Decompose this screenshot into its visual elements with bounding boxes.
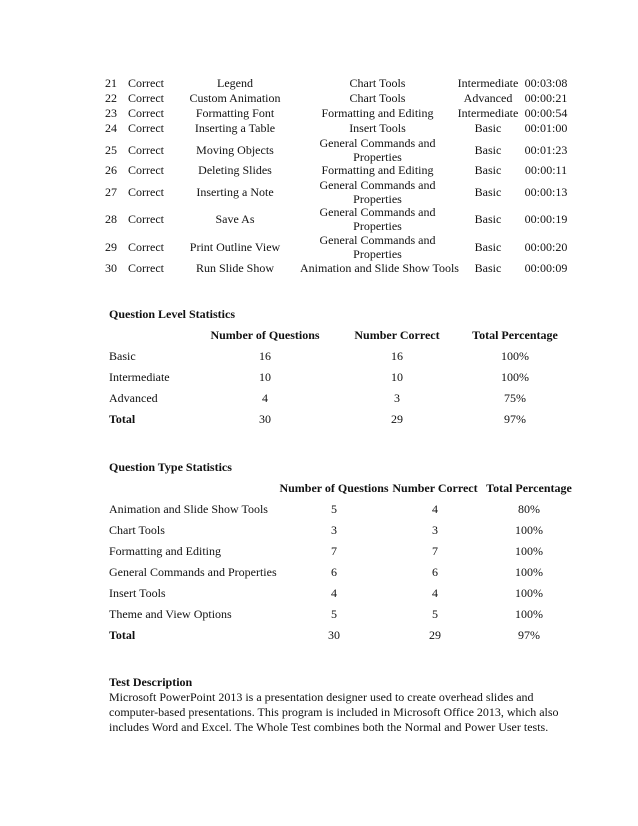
- description-text: Microsoft PowerPoint 2013 is a presentation designer used to create overhead slides and computer-based presentations. This program is included in Microsoft Office 2013, which also includes Word and Excel. The Whole Test combines both the Normal and Power User tests.: [109, 690, 559, 734]
- result-status: Correct: [128, 261, 164, 275]
- result-number: 24: [105, 121, 117, 135]
- result-time: 00:00:11: [524, 163, 568, 177]
- level-correct: 10: [391, 370, 403, 384]
- result-time: 00:01:23: [524, 143, 568, 157]
- result-level: Basic: [474, 163, 502, 177]
- result-level: Basic: [474, 240, 502, 254]
- type-label: Animation and Slide Show Tools: [109, 502, 268, 516]
- type-label: Theme and View Options: [109, 607, 232, 621]
- result-task: Custom Animation: [189, 91, 281, 105]
- result-number: 30: [105, 261, 117, 275]
- result-number: 22: [105, 91, 117, 105]
- result-task: Inserting a Table: [194, 121, 276, 135]
- result-number: 26: [105, 163, 117, 177]
- result-status: Correct: [128, 76, 164, 90]
- result-task: Run Slide Show: [195, 261, 274, 275]
- result-question-type: Chart Tools: [349, 76, 406, 90]
- result-task: Legend: [217, 76, 253, 90]
- result-time: 00:00:13: [524, 185, 568, 199]
- result-status: Correct: [128, 91, 164, 105]
- type-percentage: 100%: [515, 607, 543, 621]
- result-status: Correct: [128, 185, 164, 199]
- result-time: 00:00:54: [524, 106, 568, 120]
- result-question-type: General Commands and Properties: [319, 136, 436, 164]
- description-title: Test Description: [109, 675, 193, 689]
- result-question-type: Formatting and Editing: [321, 106, 434, 120]
- result-question-type: Chart Tools: [349, 91, 406, 105]
- type-correct: 4: [432, 586, 438, 600]
- result-task: Moving Objects: [196, 143, 274, 157]
- level-label: Total: [109, 412, 136, 426]
- result-level: Basic: [474, 212, 502, 226]
- type-percentage: 97%: [518, 628, 540, 642]
- type-percentage: 100%: [515, 544, 543, 558]
- result-number: 29: [105, 240, 117, 254]
- type-percentage: 80%: [518, 502, 540, 516]
- level-questions: 4: [262, 391, 268, 405]
- result-task: Deleting Slides: [198, 163, 272, 177]
- type-label: Insert Tools: [109, 586, 166, 600]
- type-label: Total: [109, 628, 136, 642]
- level-questions: 16: [259, 349, 271, 363]
- result-time: 00:01:00: [524, 121, 568, 135]
- result-task: Save As: [215, 212, 255, 226]
- type-questions: 3: [331, 523, 337, 537]
- result-question-type: Animation and Slide Show Tools: [300, 261, 459, 275]
- type-questions: 5: [331, 502, 337, 516]
- level-percentage: 100%: [501, 349, 529, 363]
- level-header-percentage: Total Percentage: [472, 328, 558, 342]
- type-questions: 6: [331, 565, 337, 579]
- result-level: Basic: [474, 143, 502, 157]
- level-questions: 10: [259, 370, 271, 384]
- type-correct: 7: [432, 544, 438, 558]
- type-header-questions: Number of Questions: [279, 481, 389, 495]
- result-level: Basic: [474, 121, 502, 135]
- result-number: 28: [105, 212, 117, 226]
- result-number: 21: [105, 76, 117, 90]
- result-time: 00:00:19: [524, 212, 568, 226]
- type-stats-title: Question Type Statistics: [109, 460, 232, 474]
- type-header-correct: Number Correct: [392, 481, 478, 495]
- result-question-type: Insert Tools: [349, 121, 406, 135]
- level-questions: 30: [259, 412, 271, 426]
- level-correct: 29: [391, 412, 403, 426]
- type-correct: 3: [432, 523, 438, 537]
- result-time: 00:00:09: [524, 261, 568, 275]
- level-percentage: 100%: [501, 370, 529, 384]
- result-status: Correct: [128, 143, 164, 157]
- type-questions: 5: [331, 607, 337, 621]
- result-level: Intermediate: [457, 76, 519, 90]
- result-status: Correct: [128, 240, 164, 254]
- type-percentage: 100%: [515, 586, 543, 600]
- result-status: Correct: [128, 163, 164, 177]
- type-label: General Commands and Properties: [109, 565, 277, 579]
- type-label: Chart Tools: [109, 523, 165, 537]
- result-time: 00:03:08: [524, 76, 568, 90]
- result-level: Intermediate: [457, 106, 519, 120]
- type-correct: 4: [432, 502, 438, 516]
- type-header-percentage: Total Percentage: [486, 481, 572, 495]
- level-percentage: 97%: [504, 412, 526, 426]
- result-level: Basic: [474, 261, 502, 275]
- type-correct: 5: [432, 607, 438, 621]
- type-label: Formatting and Editing: [109, 544, 221, 558]
- result-task: Print Outline View: [189, 240, 281, 254]
- level-header-correct: Number Correct: [354, 328, 440, 342]
- result-task: Formatting Font: [195, 106, 275, 120]
- level-header-questions: Number of Questions: [210, 328, 320, 342]
- result-level: Basic: [474, 185, 502, 199]
- result-status: Correct: [128, 212, 164, 226]
- result-time: 00:00:20: [524, 240, 568, 254]
- type-questions: 30: [328, 628, 340, 642]
- level-correct: 3: [394, 391, 400, 405]
- result-number: 25: [105, 143, 117, 157]
- result-question-type: General Commands and Properties: [319, 233, 436, 261]
- result-number: 27: [105, 185, 117, 199]
- type-questions: 7: [331, 544, 337, 558]
- result-time: 00:00:21: [524, 91, 568, 105]
- result-status: Correct: [128, 106, 164, 120]
- type-percentage: 100%: [515, 565, 543, 579]
- result-question-type: Formatting and Editing: [321, 163, 434, 177]
- type-percentage: 100%: [515, 523, 543, 537]
- result-status: Correct: [128, 121, 164, 135]
- result-task: Inserting a Note: [196, 185, 274, 199]
- type-questions: 4: [331, 586, 337, 600]
- level-label: Advanced: [109, 391, 158, 405]
- level-label: Basic: [109, 349, 136, 363]
- result-question-type: General Commands and Properties: [319, 205, 436, 233]
- result-question-type: General Commands and Properties: [319, 178, 436, 206]
- type-correct: 29: [429, 628, 441, 642]
- level-stats-title: Question Level Statistics: [109, 307, 235, 321]
- level-percentage: 75%: [504, 391, 526, 405]
- result-level: Advanced: [463, 91, 513, 105]
- level-correct: 16: [391, 349, 403, 363]
- type-correct: 6: [432, 565, 438, 579]
- result-number: 23: [105, 106, 117, 120]
- level-label: Intermediate: [109, 370, 170, 384]
